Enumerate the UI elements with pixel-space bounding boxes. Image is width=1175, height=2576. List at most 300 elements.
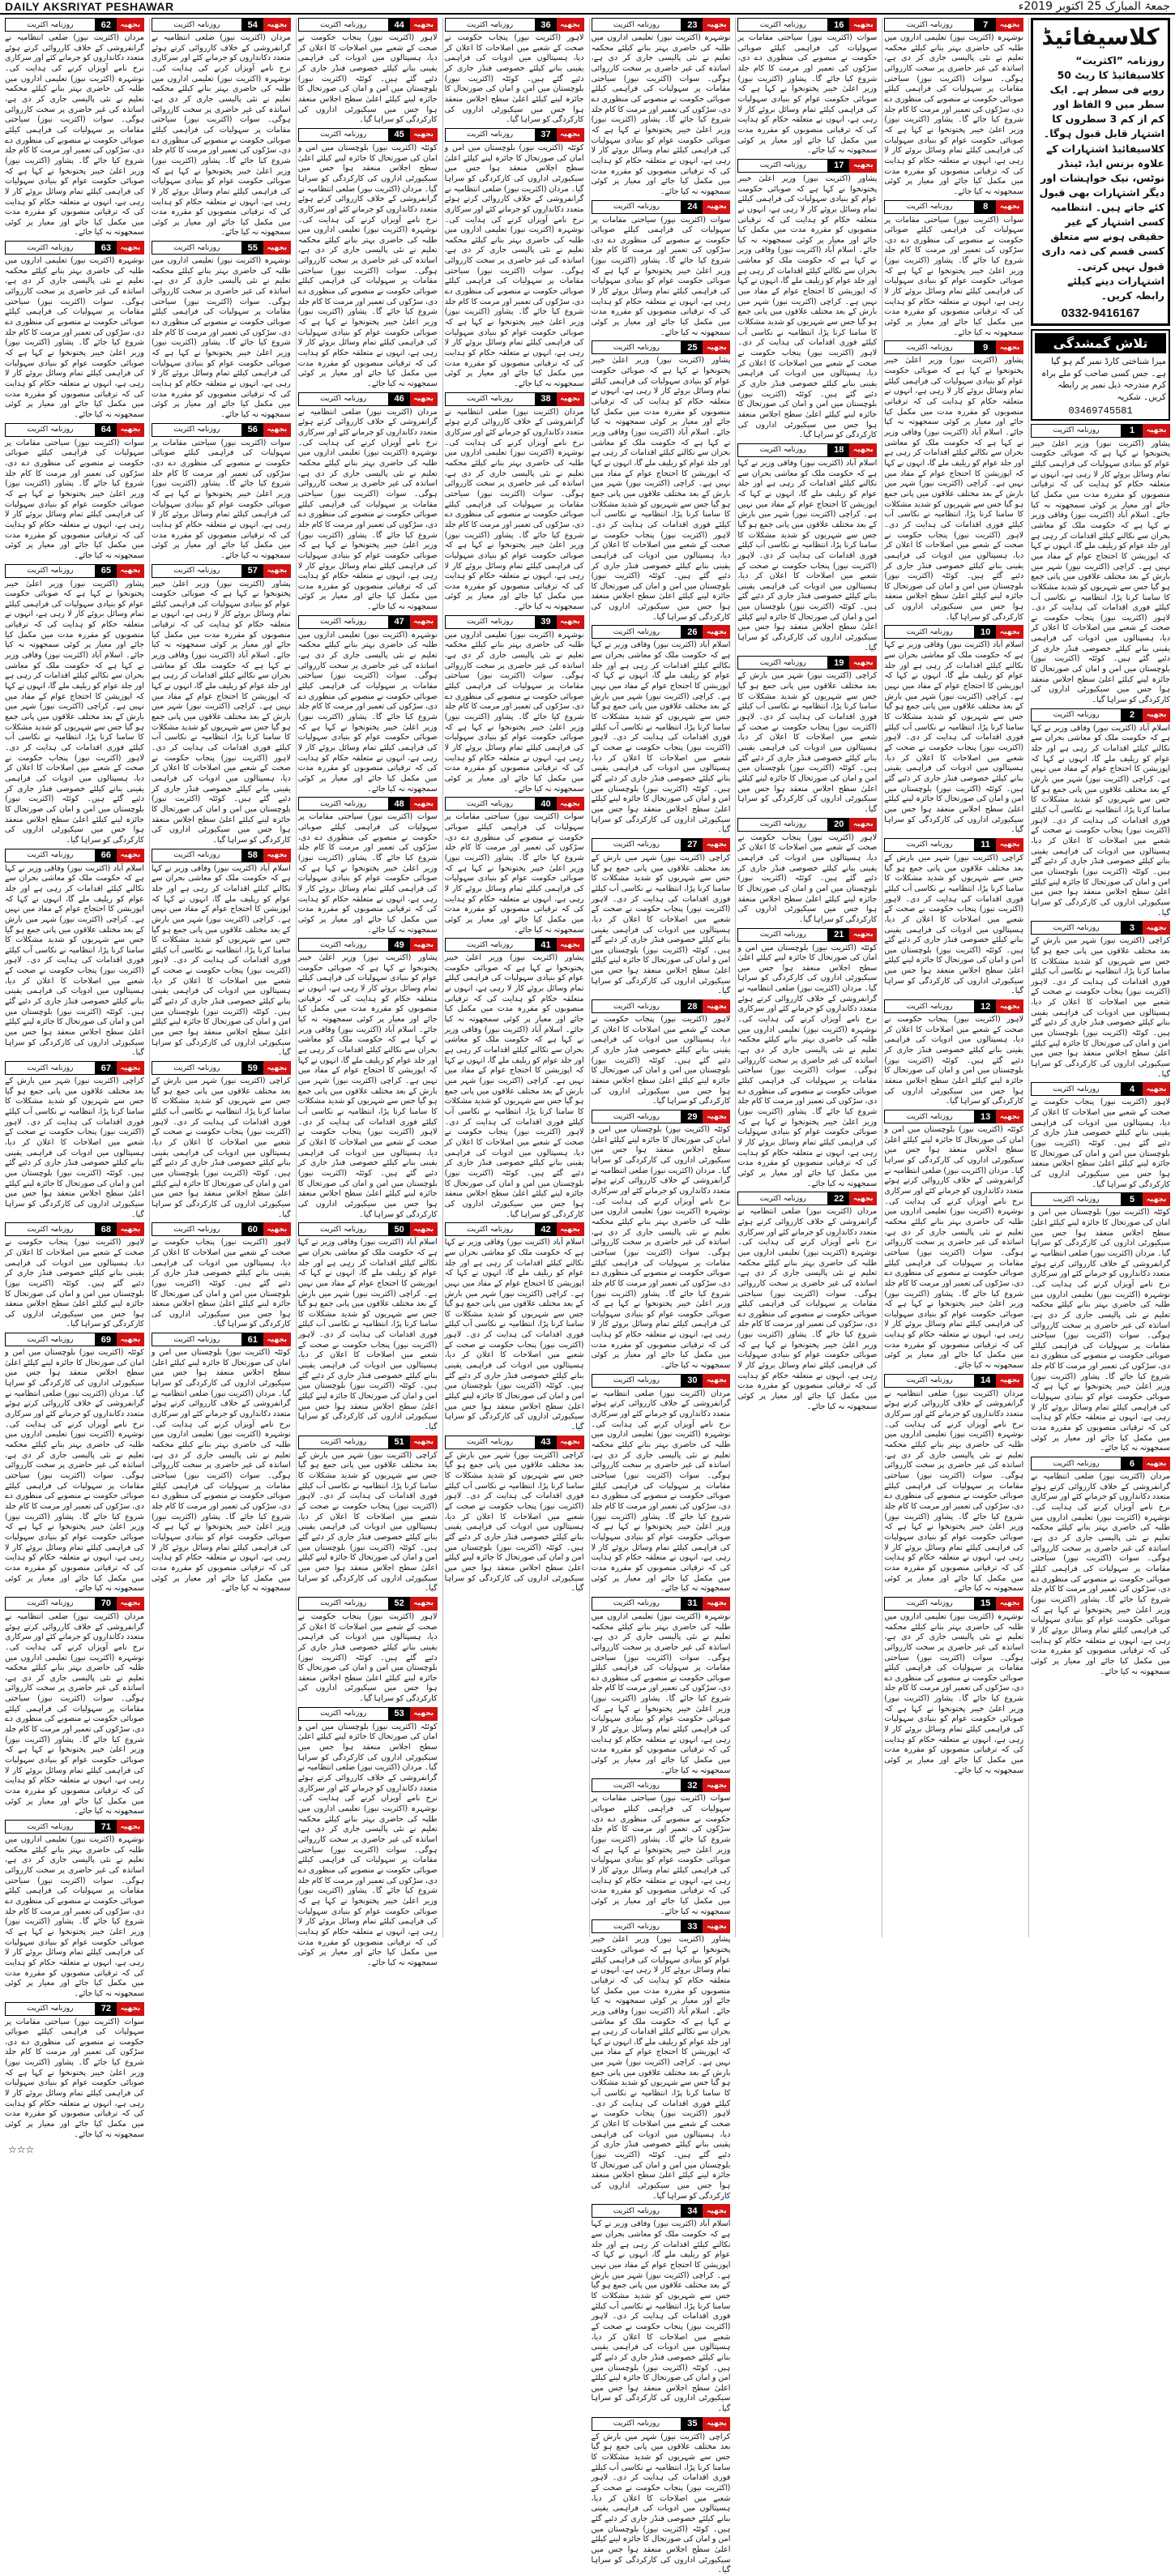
ad-paper-name: روزنامہ اکثریت xyxy=(5,18,96,32)
ad-number: 57 xyxy=(242,564,263,578)
ad-number: 13 xyxy=(975,1110,996,1123)
ad-text-paragraph: پشاور (اکثریت نیوز) وزیر اعلیٰ خیبر پختونخوا نے کہا ہے کہ صوبائی حکومت عوام کو بنیادی سہولیات کی فراہمی کیلئے تمام وسائل بروئے کار لا رہی ہے، انہوں نے متعلقہ حکام کو ہدایت کی کہ ترقیاتی منصوبوں کو مقررہ مدت میں مکمل کیا جائے اور معیار پر کوئی سمجھوتہ نہ کیا جائے۔ xyxy=(444,307,584,388)
ad-text-paragraph: کوئٹہ (اکثریت نیوز) بلوچستان میں امن و امان کی صورتحال کا جائزہ لینے کیلئے اعلیٰ سطح اجلاس منعقد ہوا جس میں سیکیورٹی اداروں کی کارکردگی کو سراہا گیا۔ xyxy=(297,1168,438,1219)
ad-paper-name: روزنامہ اکثریت xyxy=(737,928,828,942)
classified-ad xyxy=(1031,1192,1170,1454)
ad-text-paragraph: اسلام آباد (اکثریت نیوز) وفاقی وزیر نے کہا ہے کہ حکومت ملک کو معاشی بحران سے نکالنے کیلئے اقدامات کر رہی ہے اور جلد عوام کو ریلیف ملے گا، انہوں نے کہا کہ اپوزیشن کا احتجاج عوام کے مفاد میں نہیں ہے۔ xyxy=(297,1025,438,1086)
ad-text-paragraph: لاہور (اکثریت نیوز) پنجاب حکومت نے صحت کے شعبے میں اصلاحات کا اعلان کر دیا، ہسپتالوں میں ادویات کی فراہمی یقینی بنانے کیلئے خصوصی فنڈز جاری کر دئیے گئے ہیں۔ xyxy=(591,530,731,581)
ad-text-paragraph: پشاور (اکثریت نیوز) وزیر اعلیٰ خیبر پختونخوا نے کہا ہے کہ صوبائی حکومت عوام کو بنیادی سہولیات کی فراہمی کیلئے تمام وسائل بروئے کار لا رہی ہے، انہوں نے متعلقہ حکام کو ہدایت کی کہ ترقیاتی منصوبوں کو مقررہ مدت میں مکمل کیا جائے اور معیار پر کوئی سمجھوتہ نہ کیا جائے۔ xyxy=(151,579,291,661)
classified-ad-header xyxy=(152,423,291,437)
ad-number: 23 xyxy=(682,18,703,32)
ad-number: 48 xyxy=(389,797,410,811)
ad-text-paragraph: پشاور (اکثریت نیوز) وزیر اعلیٰ خیبر پختونخوا نے کہا ہے کہ صوبائی حکومت عوام کو بنیادی سہولیات کی فراہمی کیلئے تمام وسائل بروئے کار لا رہی ہے، انہوں نے متعلقہ حکام کو ہدایت کی کہ ترقیاتی منصوبوں کو مقررہ مدت میں مکمل کیا جائے اور معیار پر کوئی سمجھوتہ نہ کیا جائے۔ xyxy=(1031,439,1170,520)
ad-text-paragraph: نوشہرہ (اکثریت نیوز) تعلیمی اداروں میں طلبہ کی حاضری بہتر بنانے کیلئے محکمہ تعلیم نے نئی پالیسی جاری کر دی ہے، اساتذہ کی غیر حاضری پر سخت کارروائی ہوگی۔ xyxy=(151,256,291,306)
ad-number: 70 xyxy=(96,1597,117,1611)
ad-text-paragraph: کراچی (اکثریت نیوز) شہر میں بارش کے بعد مختلف علاقوں میں پانی جمع ہو گیا جس سے شہریوں کو شدید مشکلات کا سامنا کرنا پڑا، انتظامیہ نے نکاسی آب کیلئے فوری اقدامات کی ہدایت کر دی۔ xyxy=(151,1076,291,1127)
ad-number: 59 xyxy=(242,1061,263,1075)
ad-text-paragraph: مردان (اکثریت نیوز) ضلعی انتظامیہ نے گرانفروشی کے خلاف کارروائی کرتے ہوئے متعدد دکانداروں کو جرمانے کئے اور سرکاری نرخ نامے آویزاں کرنے کی ہدایت کی۔ xyxy=(297,184,438,225)
ad-paper-name: روزنامہ اکثریت xyxy=(592,838,682,852)
classified-ad-header xyxy=(445,128,584,142)
ad-number: 46 xyxy=(389,392,410,406)
classified-ad xyxy=(5,1222,144,1330)
ad-tag: بجھیہ xyxy=(263,849,291,862)
ad-text-paragraph: پشاور (اکثریت نیوز) وزیر اعلیٰ خیبر پختونخوا نے کہا ہے کہ صوبائی حکومت عوام کو بنیادی سہولیات کی فراہمی کیلئے تمام وسائل بروئے کار لا رہی ہے، انہوں نے متعلقہ حکام کو ہدایت کی کہ ترقیاتی منصوبوں کو مقررہ مدت میں مکمل کیا جائے اور معیار پر کوئی سمجھوتہ نہ کیا جائے۔ xyxy=(5,579,144,661)
classified-ad-header xyxy=(1031,708,1170,722)
ad-tag: بجھیہ xyxy=(263,1222,291,1236)
classified-ad-header xyxy=(5,423,144,437)
classified-ad xyxy=(152,1333,291,1594)
classified-ad-header xyxy=(1031,921,1170,935)
ad-paper-name: روزنامہ اکثریت xyxy=(5,564,96,578)
classified-ad-header xyxy=(592,1919,731,1933)
lost-notice xyxy=(1031,329,1170,421)
ad-tag: بجھیہ xyxy=(703,838,730,852)
ad-text-paragraph: پشاور (اکثریت نیوز) وزیر اعلیٰ خیبر پختونخوا نے کہا ہے کہ صوبائی حکومت عوام کو بنیادی سہولیات کی فراہمی کیلئے تمام وسائل بروئے کار لا رہی ہے، انہوں نے متعلقہ حکام کو ہدایت کی کہ ترقیاتی منصوبوں کو مقررہ مدت میں مکمل کیا جائے اور معیار پر کوئی سمجھوتہ نہ کیا جائے۔ xyxy=(737,74,878,156)
ad-text-paragraph: اسلام آباد (اکثریت نیوز) وفاقی وزیر نے کہا ہے کہ حکومت ملک کو معاشی بحران سے نکالنے کیلئے اقدامات کر رہی ہے اور جلد عوام کو ریلیف ملے گا، انہوں نے کہا کہ اپوزیشن کا احتجاج عوام کے مفاد میں نہیں ہے۔ xyxy=(5,863,144,924)
classified-ad-header xyxy=(592,2204,731,2218)
column-3 xyxy=(735,18,878,1937)
ad-paper-name: روزنامہ اکثریت xyxy=(884,838,975,852)
ad-tag: بجھیہ xyxy=(263,423,291,437)
ad-number: 4 xyxy=(1122,1082,1143,1096)
ad-text-paragraph: کراچی (اکثریت نیوز) شہر میں بارش کے بعد مختلف علاقوں میں پانی جمع ہو گیا جس سے شہریوں کو شدید مشکلات کا سامنا کرنا پڑا، انتظامیہ نے نکاسی آب کیلئے فوری اقدامات کی ہدایت کر دی۔ xyxy=(5,702,144,752)
ad-text-paragraph: لاہور (اکثریت نیوز) پنجاب حکومت نے صحت کے شعبے میں اصلاحات کا اعلان کر دیا، ہسپتالوں میں ادویات کی فراہمی یقینی بنانے کیلئے خصوصی فنڈز جاری کر دئیے گئے ہیں۔ xyxy=(297,1611,438,1662)
classified-ad-header xyxy=(298,128,438,142)
ad-paper-name: روزنامہ اکثریت xyxy=(592,1597,682,1611)
classified-ad-header xyxy=(1031,1082,1170,1096)
classified-ad-header xyxy=(1031,1192,1170,1206)
column-6 xyxy=(296,18,439,1967)
ad-text-paragraph: لاہور (اکثریت نیوز) پنجاب حکومت نے صحت کے شعبے میں اصلاحات کا اعلان کر دیا، ہسپتالوں میں ادویات کی فراہمی یقینی بنانے کیلئے خصوصی فنڈز جاری کر دئیے گئے ہیں۔ xyxy=(737,349,878,399)
classified-ad xyxy=(592,1110,731,1371)
ad-number: 55 xyxy=(242,241,263,255)
ad-text-paragraph: کراچی (اکثریت نیوز) شہر میں بارش کے بعد مختلف علاقوں میں پانی جمع ہو گیا جس سے شہریوں کو شدید مشکلات کا سامنا کرنا پڑا، انتظامیہ نے نکاسی آب کیلئے فوری اقدامات کی ہدایت کر دی۔ xyxy=(297,1289,438,1340)
ad-text-paragraph: مردان (اکثریت نیوز) ضلعی انتظامیہ نے گرانفروشی کے خلاف کارروائی کرتے ہوئے متعدد دکانداروں کو جرمانے کئے اور سرکاری نرخ نامے آویزاں کرنے کی ہدایت کی۔ xyxy=(5,1611,144,1652)
ad-text-paragraph: کراچی (اکثریت نیوز) شہر میں بارش کے بعد مختلف علاقوں میں پانی جمع ہو گیا جس سے شہریوں کو شدید مشکلات کا سامنا کرنا پڑا، انتظامیہ نے نکاسی آب کیلئے فوری اقدامات کی ہدایت کر دی۔ xyxy=(297,1450,438,1501)
classified-ad-text xyxy=(1031,1208,1170,1454)
ad-paper-name: روزنامہ اکثریت xyxy=(884,1110,975,1123)
ad-paper-name: روزنامہ اکثریت xyxy=(592,18,682,32)
ad-text-paragraph: سوات (اکثریت نیوز) سیاحتی مقامات پر سہولیات کی فراہمی کیلئے صوبائی حکومت نے منصوبے کی منظوری دے دی، سڑکوں کی تعمیر اور مرمت کا کام جلد شروع کیا جائے گا۔ xyxy=(444,812,584,862)
ad-text-paragraph: لاہور (اکثریت نیوز) پنجاب حکومت نے صحت کے شعبے میں اصلاحات کا اعلان کر دیا، ہسپتالوں میں ادویات کی فراہمی یقینی بنانے کیلئے خصوصی فنڈز جاری کر دئیے گئے ہیں۔ xyxy=(884,894,1024,955)
classified-info-box xyxy=(1031,18,1170,326)
ad-number: 37 xyxy=(536,128,557,142)
ad-text-paragraph: کوئٹہ (اکثریت نیوز) بلوچستان میں امن و امان کی صورتحال کا جائزہ لینے کیلئے اعلیٰ سطح اجلاس منعقد ہوا جس میں سیکیورٹی اداروں کی کارکردگی کو سراہا گیا۔ xyxy=(444,1168,584,1219)
ad-paper-name: روزنامہ اکثریت xyxy=(5,1222,96,1236)
classified-ad-header xyxy=(5,1333,144,1346)
ad-text-paragraph: نوشہرہ (اکثریت نیوز) تعلیمی اداروں میں طلبہ کی حاضری بہتر بنانے کیلئے محکمہ تعلیم نے نئی پالیسی جاری کر دی ہے، اساتذہ کی غیر حاضری پر سخت کارروائی ہوگی۔ xyxy=(591,1430,731,1480)
column-7 xyxy=(149,18,293,1937)
ad-number: 31 xyxy=(682,1597,703,1611)
classified-ad-header xyxy=(737,1192,877,1205)
ad-text-paragraph: کوئٹہ (اکثریت نیوز) بلوچستان میں امن و امان کی صورتحال کا جائزہ لینے کیلئے اعلیٰ سطح اجلاس منعقد ہوا جس میں سیکیورٹی اداروں کی کارکردگی کو سراہا گیا۔ xyxy=(884,945,1024,996)
classified-ad-text xyxy=(592,1125,731,1371)
classified-ad-text xyxy=(1031,439,1170,706)
ad-text-paragraph: سوات (اکثریت نیوز) سیاحتی مقامات پر سہولیات کی فراہمی کیلئے صوبائی حکومت نے منصوبے کی منظوری دے دی، سڑکوں کی تعمیر اور مرمت کا کام جلد شروع کیا جائے گا۔ xyxy=(444,489,584,540)
ad-number: 43 xyxy=(536,1436,557,1449)
ad-text-paragraph: کوئٹہ (اکثریت نیوز) بلوچستان میں امن و امان کی صورتحال کا جائزہ لینے کیلئے اعلیٰ سطح اجلاس منعقد ہوا جس میں سیکیورٹی اداروں کی کارکردگی کو سراہا گیا۔ xyxy=(151,794,291,845)
ad-paper-name: روزنامہ اکثریت xyxy=(592,2417,682,2431)
ad-number: 36 xyxy=(536,18,557,32)
ad-tag: بجھیہ xyxy=(996,1597,1023,1611)
classified-ad xyxy=(152,849,291,1059)
ad-paper-name: روزنامہ اکثریت xyxy=(5,1333,96,1346)
ad-paper-name: روزنامہ اکثریت xyxy=(5,2002,96,2016)
ad-text-paragraph: نوشہرہ (اکثریت نیوز) تعلیمی اداروں میں طلبہ کی حاضری بہتر بنانے کیلئے محکمہ تعلیم نے نئی پالیسی جاری کر دی ہے، اساتذہ کی غیر حاضری پر سخت کارروائی ہوگی۔ xyxy=(591,33,731,83)
ad-number: 58 xyxy=(242,849,263,862)
ad-text-paragraph: لاہور (اکثریت نیوز) پنجاب حکومت نے صحت کے شعبے میں اصلاحات کا اعلان کر دیا، ہسپتالوں میں ادویات کی فراہمی یقینی بنانے کیلئے خصوصی فنڈز جاری کر دئیے گئے ہیں۔ xyxy=(884,1015,1024,1065)
ad-tag: بجھیہ xyxy=(557,1436,584,1449)
ad-number: 39 xyxy=(536,615,557,629)
ad-text-paragraph: سوات (اکثریت نیوز) سیاحتی مقامات پر سہولیات کی فراہمی کیلئے صوبائی حکومت نے منصوبے کی منظوری دے دی، سڑکوں کی تعمیر اور مرمت کا کام جلد شروع کیا جائے گا۔ xyxy=(591,74,731,125)
classified-ad xyxy=(5,2002,144,2141)
ad-text-paragraph: کوئٹہ (اکثریت نیوز) بلوچستان میں امن و امان کی صورتحال کا جائزہ لینے کیلئے اعلیٰ سطح اجلاس منعقد ہوا جس میں سیکیورٹی اداروں کی کارکردگی کو سراہا گیا۔ xyxy=(297,143,438,194)
ad-paper-name: روزنامہ اکثریت xyxy=(5,241,96,255)
ad-text-paragraph: پشاور (اکثریت نیوز) وزیر اعلیٰ خیبر پختونخوا نے کہا ہے کہ صوبائی حکومت عوام کو بنیادی سہولیات کی فراہمی کیلئے تمام وسائل بروئے کار لا رہی ہے، انہوں نے متعلقہ حکام کو ہدایت کی کہ ترقیاتی منصوبوں کو مقررہ مدت میں مکمل کیا جائے اور معیار پر کوئی سمجھوتہ نہ کیا جائے۔ xyxy=(151,156,291,237)
classified-ad-text xyxy=(592,33,731,198)
ad-tag: بجھیہ xyxy=(703,2417,730,2431)
classified-ad-header xyxy=(884,1110,1023,1123)
classified-ad-header xyxy=(592,838,731,852)
ad-tag: بجھیہ xyxy=(996,1110,1023,1123)
classified-ad xyxy=(592,18,731,198)
ad-tag: بجھیہ xyxy=(410,1597,438,1611)
classified-ad-text xyxy=(592,1935,731,2202)
masthead-bar xyxy=(0,0,1175,15)
ad-text-paragraph: نوشہرہ (اکثریت نیوز) تعلیمی اداروں میں طلبہ کی حاضری بہتر بنانے کیلئے محکمہ تعلیم نے نئی پالیسی جاری کر دی ہے، اساتذہ کی غیر حاضری پر سخت کارروائی ہوگی۔ xyxy=(5,256,144,306)
ad-text-paragraph: کوئٹہ (اکثریت نیوز) بلوچستان میں امن و امان کی صورتحال کا جائزہ لینے کیلئے اعلیٰ سطح اجلاس منعقد ہوا جس میں سیکیورٹی اداروں کی کارکردگی کو سراہا گیا۔ xyxy=(591,571,731,622)
classified-ad xyxy=(5,18,144,238)
ad-paper-name: روزنامہ اکثریت xyxy=(884,1374,975,1388)
classified-ad xyxy=(298,128,438,390)
ad-paper-name: روزنامہ اکثریت xyxy=(592,1778,682,1792)
ad-text-paragraph: اسلام آباد (اکثریت نیوز) وفاقی وزیر نے کہا ہے کہ حکومت ملک کو معاشی بحران سے نکالنے کیلئے اقدامات کر رہی ہے اور جلد عوام کو ریلیف ملے گا، انہوں نے کہا کہ اپوزیشن کا احتجاج عوام کے مفاد میں نہیں ہے۔ xyxy=(591,427,731,489)
ad-text-paragraph: لاہور (اکثریت نیوز) پنجاب حکومت نے صحت کے شعبے میں اصلاحات کا اعلان کر دیا، ہسپتالوں میں ادویات کی فراہمی یقینی بنانے کیلئے خصوصی فنڈز جاری کر دئیے گئے ہیں۔ xyxy=(297,1128,438,1178)
classified-ad-header xyxy=(884,18,1023,32)
ad-tag: بجھیہ xyxy=(996,18,1023,32)
ad-text-paragraph: کوئٹہ (اکثریت نیوز) بلوچستان میں امن و امان کی صورتحال کا جائزہ لینے کیلئے اعلیٰ سطح اجلاس منعقد ہوا جس میں سیکیورٹی اداروں کی کارکردگی کو سراہا گیا۔ xyxy=(151,1168,291,1219)
ad-text-paragraph: نوشہرہ (اکثریت نیوز) تعلیمی اداروں میں طلبہ کی حاضری بہتر بنانے کیلئے محکمہ تعلیم نے نئی پالیسی جاری کر دی ہے، اساتذہ کی غیر حاضری پر سخت کارروائی ہوگی۔ xyxy=(884,1207,1024,1257)
ad-tag: بجھیہ xyxy=(1143,921,1170,935)
ad-number: 8 xyxy=(975,200,996,214)
ad-tag: بجھیہ xyxy=(410,392,438,406)
ad-text-paragraph: کوئٹہ (اکثریت نیوز) بلوچستان میں امن و امان کی صورتحال کا جائزہ لینے کیلئے اعلیٰ سطح اجلاس منعقد ہوا جس میں سیکیورٹی اداروں کی کارکردگی کو سراہا گیا۔ xyxy=(1031,1139,1170,1189)
ad-text-paragraph: مردان (اکثریت نیوز) ضلعی انتظامیہ نے گرانفروشی کے خلاف کارروائی کرتے ہوئے متعدد دکانداروں کو جرمانے کئے اور سرکاری نرخ نامے آویزاں کرنے کی ہدایت کی۔ xyxy=(151,33,291,73)
ad-text-paragraph: کوئٹہ (اکثریت نیوز) بلوچستان میں امن و امان کی صورتحال کا جائزہ لینے کیلئے اعلیٰ سطح اجلاس منعقد ہوا جس میں سیکیورٹی اداروں کی کارکردگی کو سراہا گیا۔ xyxy=(737,764,878,814)
classified-ad-header xyxy=(152,1222,291,1236)
ad-text-paragraph: لاہور (اکثریت نیوز) پنجاب حکومت نے صحت کے شعبے میں اصلاحات کا اعلان کر دیا، ہسپتالوں میں ادویات کی فراہمی یقینی بنانے کیلئے خصوصی فنڈز جاری کر دئیے گئے ہیں۔ xyxy=(151,753,291,804)
ad-text-paragraph: پشاور (اکثریت نیوز) وزیر اعلیٰ خیبر پختونخوا نے کہا ہے کہ صوبائی حکومت عوام کو بنیادی سہولیات کی فراہمی کیلئے تمام وسائل بروئے کار لا رہی ہے، انہوں نے متعلقہ حکام کو ہدایت کی کہ ترقیاتی منصوبوں کو مقررہ مدت میں مکمل کیا جائے اور معیار پر کوئی سمجھوتہ نہ کیا جائے۔ xyxy=(591,1935,731,2016)
classified-ad-header xyxy=(737,159,877,173)
classified-ad-header xyxy=(5,1061,144,1075)
classified-body: روزنامہ ”اکثریت“ کلاسیفائیڈ کا ریٹ 50 روپے فی سطر ہے۔ ایک سطر میں 9 الفاظ اور کم از کم 3 سطروں کا اشتہار قابل قبول ہوگا۔ کلاسیفائیڈ اشتہارات کے علاوہ بزنس ایڈ، ٹینڈر نوٹس، نیک خواہشات اور دیگر اشتہارات بھی قبول کئے جاتے ہیں۔ انتظامیہ کسی اشتہار کے غیر حقیقی ہونے سے متعلق کسی قسم کی ذمہ داری قبول نہیں کرتی۔ اشتہارات دینے کیلئے رابطہ کریں۔ xyxy=(1039,53,1164,302)
ad-tag: بجھیہ xyxy=(703,1110,730,1123)
classified-ad-header xyxy=(737,928,877,942)
ad-text-paragraph: نوشہرہ (اکثریت نیوز) تعلیمی اداروں میں طلبہ کی حاضری بہتر بنانے کیلئے محکمہ تعلیم نے نئی پالیسی جاری کر دی ہے، اساتذہ کی غیر حاضری پر سخت کارروائی ہوگی۔ xyxy=(737,1025,878,1076)
ad-tag: بجھیہ xyxy=(849,18,877,32)
ad-tag: بجھیہ xyxy=(410,615,438,629)
classified-ad-text xyxy=(152,1348,291,1594)
ad-text-paragraph: نوشہرہ (اکثریت نیوز) تعلیمی اداروں میں طلبہ کی حاضری بہتر بنانے کیلئے محکمہ تعلیم نے نئی پالیسی جاری کر دی ہے، اساتذہ کی غیر حاضری پر سخت کارروائی ہوگی۔ xyxy=(884,1430,1024,1480)
classified-ad-text xyxy=(298,953,438,1220)
classified-ad-header xyxy=(884,340,1023,354)
ad-text-paragraph: پشاور (اکثریت نیوز) وزیر اعلیٰ خیبر پختونخوا نے کہا ہے کہ صوبائی حکومت عوام کو بنیادی سہولیات کی فراہمی کیلئے تمام وسائل بروئے کار لا رہی ہے، انہوں نے متعلقہ حکام کو ہدایت کی کہ ترقیاتی منصوبوں کو مقررہ مدت میں مکمل کیا جائے اور معیار پر کوئی سمجھوتہ نہ کیا جائے۔ xyxy=(297,1886,438,1967)
classified-ad xyxy=(1031,1082,1170,1190)
classified-title: کلاسیفائیڈ xyxy=(1041,24,1160,50)
classified-ad-header xyxy=(1031,1457,1170,1470)
ad-text-paragraph: سوات (اکثریت نیوز) سیاحتی مقامات پر سہولیات کی فراہمی کیلئے صوبائی حکومت نے منصوبے کی منظوری دے دی، سڑکوں کی تعمیر اور مرمت کا کام جلد شروع کیا جائے گا۔ xyxy=(737,33,878,83)
ad-tag: بجھیہ xyxy=(849,928,877,942)
ad-text-paragraph: سوات (اکثریت نیوز) سیاحتی مقامات پر سہولیات کی فراہمی کیلئے صوبائی حکومت نے منصوبے کی منظوری دے دی، سڑکوں کی تعمیر اور مرمت کا کام جلد شروع کیا جائے گا۔ xyxy=(737,1066,878,1116)
classified-ad-text xyxy=(5,1348,144,1594)
ad-text-paragraph: پشاور (اکثریت نیوز) وزیر اعلیٰ خیبر پختونخوا نے کہا ہے کہ صوبائی حکومت عوام کو بنیادی سہولیات کی فراہمی کیلئے تمام وسائل بروئے کار لا رہی ہے، انہوں نے متعلقہ حکام کو ہدایت کی کہ ترقیاتی منصوبوں کو مقررہ مدت میں مکمل کیا جائے اور معیار پر کوئی سمجھوتہ نہ کیا جائے۔ xyxy=(1031,1371,1170,1453)
ad-tag: بجھیہ xyxy=(410,1707,438,1721)
ad-paper-name: روزنامہ اکثریت xyxy=(884,200,975,214)
ad-tag: بجھیہ xyxy=(996,625,1023,639)
ad-paper-name: روزنامہ اکثریت xyxy=(5,423,96,437)
ad-text-paragraph: لاہور (اکثریت نیوز) پنجاب حکومت نے صحت کے شعبے میں اصلاحات کا اعلان کر دیا، ہسپتالوں میں ادویات کی فراہمی یقینی بنانے کیلئے خصوصی فنڈز جاری کر دئیے گئے ہیں۔ xyxy=(5,753,144,804)
ad-text-paragraph: لاہور (اکثریت نیوز) پنجاب حکومت نے صحت کے شعبے میں اصلاحات کا اعلان کر دیا، ہسپتالوں میں ادویات کی فراہمی یقینی بنانے کیلئے خصوصی فنڈز جاری کر دئیے گئے ہیں۔ xyxy=(884,733,1024,794)
ad-text-paragraph: کراچی (اکثریت نیوز) شہر میں بارش کے بعد مختلف علاقوں میں پانی جمع ہو گیا جس سے شہریوں کو شدید مشکلات کا سامنا کرنا پڑا، انتظامیہ نے نکاسی آب کیلئے فوری اقدامات کی ہدایت کر دی۔ xyxy=(1031,562,1170,613)
ad-number: 15 xyxy=(975,1597,996,1611)
ad-number: 49 xyxy=(389,938,410,952)
ad-text-paragraph: کوئٹہ (اکثریت نیوز) بلوچستان میں امن و امان کی صورتحال کا جائزہ لینے کیلئے اعلیٰ سطح اجلاس منعقد ہوا جس میں سیکیورٹی اداروں کی کارکردگی کو سراہا گیا۔ xyxy=(591,2524,731,2575)
classified-ad-text xyxy=(298,1612,438,1705)
ad-paper-name: روزنامہ اکثریت xyxy=(298,1222,389,1236)
classified-ad-header xyxy=(298,1707,438,1721)
classified-ad-header xyxy=(737,818,877,832)
ad-text-paragraph: اسلام آباد (اکثریت نیوز) وفاقی وزیر نے کہا ہے کہ حکومت ملک کو معاشی بحران سے نکالنے کیلئے اقدامات کر رہی ہے اور جلد عوام کو ریلیف ملے گا، انہوں نے کہا کہ اپوزیشن کا احتجاج عوام کے مفاد میں نہیں ہے۔ xyxy=(5,651,144,712)
ad-text-paragraph: کراچی (اکثریت نیوز) شہر میں بارش کے بعد مختلف علاقوں میں پانی جمع ہو گیا جس سے شہریوں کو شدید مشکلات کا سامنا کرنا پڑا، انتظامیہ نے نکاسی آب کیلئے فوری اقدامات کی ہدایت کر دی۔ xyxy=(591,853,731,904)
classified-ad-header xyxy=(152,1061,291,1075)
ad-number: 11 xyxy=(975,838,996,852)
lost-notice-phone: 03469745581 xyxy=(1068,404,1133,417)
ad-text-paragraph: لاہور (اکثریت نیوز) پنجاب حکومت نے صحت کے شعبے میں اصلاحات کا اعلان کر دیا، ہسپتالوں میں ادویات کی فراہمی یقینی بنانے کیلئے خصوصی فنڈز جاری کر دئیے گئے ہیں۔ xyxy=(5,1238,144,1288)
ad-text-paragraph: نوشہرہ (اکثریت نیوز) تعلیمی اداروں میں طلبہ کی حاضری بہتر بنانے کیلئے محکمہ تعلیم نے نئی پالیسی جاری کر دی ہے، اساتذہ کی غیر حاضری پر سخت کارروائی ہوگی۔ xyxy=(297,1804,438,1855)
ad-paper-name: روزنامہ اکثریت xyxy=(592,340,682,354)
ad-tag: بجھیہ xyxy=(996,1374,1023,1388)
classified-ad-text xyxy=(884,1612,1023,1777)
classified-ad-text xyxy=(884,216,1023,339)
ad-text-paragraph: لاہور (اکثریت نیوز) پنجاب حکومت نے صحت کے شعبے میں اصلاحات کا اعلان کر دیا، ہسپتالوں میں ادویات کی فراہمی یقینی بنانے کیلئے خصوصی فنڈز جاری کر دئیے گئے ہیں۔ xyxy=(591,2109,731,2160)
classified-ad-text xyxy=(152,439,291,562)
ad-text-paragraph: پشاور (اکثریت نیوز) وزیر اعلیٰ خیبر پختونخوا نے کہا ہے کہ صوبائی حکومت عوام کو بنیادی سہولیات کی فراہمی کیلئے تمام وسائل بروئے کار لا رہی ہے، انہوں نے متعلقہ حکام کو ہدایت کی کہ ترقیاتی منصوبوں کو مقررہ مدت میں مکمل کیا جائے اور معیار پر کوئی سمجھوتہ نہ کیا جائے۔ xyxy=(591,1835,731,1916)
classified-ad-header xyxy=(5,2002,144,2016)
ad-paper-name: روزنامہ اکثریت xyxy=(445,938,536,952)
ad-text-paragraph: پشاور (اکثریت نیوز) وزیر اعلیٰ خیبر پختونخوا نے کہا ہے کہ صوبائی حکومت عوام کو بنیادی سہولیات کی فراہمی کیلئے تمام وسائل بروئے کار لا رہی ہے، انہوں نے متعلقہ حکام کو ہدایت کی کہ ترقیاتی منصوبوں کو مقررہ مدت میں مکمل کیا جائے اور معیار پر کوئی سمجھوتہ نہ کیا جائے۔ xyxy=(151,1512,291,1594)
ad-tag: بجھیہ xyxy=(117,1222,144,1236)
ad-tag: بجھیہ xyxy=(263,1061,291,1075)
classified-ad xyxy=(884,1110,1023,1371)
ad-text-paragraph: سوات (اکثریت نیوز) سیاحتی مقامات پر سہولیات کی فراہمی کیلئے صوبائی حکومت نے منصوبے کی منظوری دے دی، سڑکوں کی تعمیر اور مرمت کا کام جلد شروع کیا جائے گا۔ xyxy=(884,1471,1024,1521)
classified-ad-text xyxy=(445,1238,584,1432)
ad-tag: بجھیہ xyxy=(410,18,438,32)
lost-notice-title: تلاش گمشدگی xyxy=(1035,333,1166,353)
ad-text-paragraph: لاہور (اکثریت نیوز) پنجاب حکومت نے صحت کے شعبے میں اصلاحات کا اعلان کر دیا، ہسپتالوں میں ادویات کی فراہمی یقینی بنانے کیلئے خصوصی فنڈز جاری کر دئیے گئے ہیں۔ xyxy=(444,1330,584,1391)
ad-tag: بجھیہ xyxy=(1143,1457,1170,1470)
ad-tag: بجھیہ xyxy=(410,1222,438,1236)
classified-ad-header xyxy=(592,1110,731,1123)
classified-ad-text xyxy=(152,1076,291,1220)
ad-number: 65 xyxy=(96,564,117,578)
ad-text-paragraph: پشاور (اکثریت نیوز) وزیر اعلیٰ خیبر پختونخوا نے کہا ہے کہ صوبائی حکومت عوام کو بنیادی سہولیات کی فراہمی کیلئے تمام وسائل بروئے کار لا رہی ہے، انہوں نے متعلقہ حکام کو ہدایت کی کہ ترقیاتی منصوبوں کو مقررہ مدت میں مکمل کیا جائے اور معیار پر کوئی سمجھوتہ نہ کیا جائے۔ xyxy=(591,356,731,437)
ad-number: 27 xyxy=(682,838,703,852)
ad-paper-name: روزنامہ اکثریت xyxy=(592,1374,682,1388)
ad-text-paragraph: مردان (اکثریت نیوز) ضلعی انتظامیہ نے گرانفروشی کے خلاف کارروائی کرتے ہوئے متعدد دکانداروں کو جرمانے کئے اور سرکاری نرخ نامے آویزاں کرنے کی ہدایت کی۔ xyxy=(737,984,878,1025)
ad-paper-name: روزنامہ اکثریت xyxy=(737,1192,828,1205)
ad-text-paragraph: نوشہرہ (اکثریت نیوز) تعلیمی اداروں میں طلبہ کی حاضری بہتر بنانے کیلئے محکمہ تعلیم نے نئی پالیسی جاری کر دی ہے، اساتذہ کی غیر حاضری پر سخت کارروائی ہوگی۔ xyxy=(297,448,438,499)
ad-paper-name: روزنامہ اکثریت xyxy=(737,159,828,173)
ad-text-paragraph: کوئٹہ (اکثریت نیوز) بلوچستان میں امن و امان کی صورتحال کا جائزہ لینے کیلئے اعلیٰ سطح اجلاس منعقد ہوا جس میں سیکیورٹی اداروں کی کارکردگی کو سراہا گیا۔ xyxy=(884,784,1024,835)
ad-text-paragraph: مردان (اکثریت نیوز) ضلعی انتظامیہ نے گرانفروشی کے خلاف کارروائی کرتے ہوئے متعدد دکانداروں کو جرمانے کئے اور سرکاری نرخ نامے آویزاں کرنے کی ہدایت کی۔ xyxy=(591,1166,731,1206)
classified-ad-header xyxy=(445,1222,584,1236)
classified-ad-header xyxy=(5,1597,144,1611)
classified-ad-text xyxy=(5,1612,144,1817)
classified-ad-text xyxy=(884,1389,1023,1594)
classified-ad-text xyxy=(152,864,291,1059)
classified-ad-text xyxy=(5,1076,144,1220)
classified-ad xyxy=(884,18,1023,198)
ad-text-paragraph: لاہور (اکثریت نیوز) پنجاب حکومت نے صحت کے شعبے میں اصلاحات کا اعلان کر دیا، ہسپتالوں میں ادویات کی فراہمی یقینی بنانے کیلئے خصوصی فنڈز جاری کر دئیے گئے ہیں۔ xyxy=(1031,815,1170,876)
classified-ad xyxy=(152,564,291,846)
classified-ad-header xyxy=(445,1436,584,1449)
ad-text-paragraph: سوات (اکثریت نیوز) سیاحتی مقامات پر سہولیات کی فراہمی کیلئے صوبائی حکومت نے منصوبے کی منظوری دے دی، سڑکوں کی تعمیر اور مرمت کا کام جلد شروع کیا جائے گا۔ xyxy=(884,74,1024,125)
classified-ad xyxy=(445,615,584,795)
classified-ad-text xyxy=(884,356,1023,623)
classified-ad-header xyxy=(884,1374,1023,1388)
classified-ad xyxy=(737,1192,877,1412)
ad-tag: بجھیہ xyxy=(703,1778,730,1792)
ad-text-paragraph: پشاور (اکثریت نیوز) وزیر اعلیٰ خیبر پختونخوا نے کہا ہے کہ صوبائی حکومت عوام کو بنیادی سہولیات کی فراہمی کیلئے تمام وسائل بروئے کار لا رہی ہے، انہوں نے متعلقہ حکام کو ہدایت کی کہ ترقیاتی منصوبوں کو مقررہ مدت میں مکمل کیا جائے اور معیار پر کوئی سمجھوتہ نہ کیا جائے۔ xyxy=(591,1512,731,1594)
ad-text-paragraph: کراچی (اکثریت نیوز) شہر میں بارش کے بعد مختلف علاقوں میں پانی جمع ہو گیا جس سے شہریوں کو شدید مشکلات کا سامنا کرنا پڑا، انتظامیہ نے نکاسی آب کیلئے فوری اقدامات کی ہدایت کر دی۔ xyxy=(884,853,1024,904)
ad-text-paragraph: کراچی (اکثریت نیوز) شہر میں بارش کے بعد مختلف علاقوں میں پانی جمع ہو گیا جس سے شہریوں کو شدید مشکلات کا سامنا کرنا پڑا، انتظامیہ نے نکاسی آب کیلئے فوری اقدامات کی ہدایت کر دی۔ xyxy=(884,479,1024,529)
ad-number: 16 xyxy=(828,18,849,32)
ad-tag: بجھیہ xyxy=(1143,708,1170,722)
ad-text-paragraph: نوشہرہ (اکثریت نیوز) تعلیمی اداروں میں طلبہ کی حاضری بہتر بنانے کیلئے محکمہ تعلیم نے نئی پالیسی جاری کر دی ہے، اساتذہ کی غیر حاضری پر سخت کارروائی ہوگی۔ xyxy=(297,630,438,681)
ad-text-paragraph: پشاور (اکثریت نیوز) وزیر اعلیٰ خیبر پختونخوا نے کہا ہے کہ صوبائی حکومت عوام کو بنیادی سہولیات کی فراہمی کیلئے تمام وسائل بروئے کار لا رہی ہے، انہوں نے متعلقہ حکام کو ہدایت کی کہ ترقیاتی منصوبوں کو مقررہ مدت میں مکمل کیا جائے اور معیار پر کوئی سمجھوتہ نہ کیا جائے۔ xyxy=(884,256,1024,337)
classified-ad xyxy=(445,797,584,935)
ad-text-paragraph: لاہور (اکثریت نیوز) پنجاب حکومت نے صحت کے شعبے میں اصلاحات کا اعلان کر دیا، ہسپتالوں میں ادویات کی فراہمی یقینی بنانے کیلئے خصوصی فنڈز جاری کر دئیے گئے ہیں۔ xyxy=(5,956,144,1016)
classified-ad-text xyxy=(592,2433,731,2576)
ad-tag: بجھیہ xyxy=(703,200,730,214)
classified-ad xyxy=(592,1778,731,1917)
ad-text-paragraph: نوشہرہ (اکثریت نیوز) تعلیمی اداروں میں طلبہ کی حاضری بہتر بنانے کیلئے محکمہ تعلیم نے نئی پالیسی جاری کر دی ہے، اساتذہ کی غیر حاضری پر سخت کارروائی ہوگی۔ xyxy=(5,1430,144,1480)
ad-text-paragraph: سوات (اکثریت نیوز) سیاحتی مقامات پر سہولیات کی فراہمی کیلئے صوبائی حکومت نے منصوبے کی منظوری دے دی، سڑکوں کی تعمیر اور مرمت کا کام جلد شروع کیا جائے گا۔ xyxy=(5,297,144,348)
ad-text-paragraph: سوات (اکثریت نیوز) سیاحتی مقامات پر سہولیات کی فراہمی کیلئے صوبائی حکومت نے منصوبے کی منظوری دے دی، سڑکوں کی تعمیر اور مرمت کا کام جلد شروع کیا جائے گا۔ xyxy=(297,671,438,722)
classified-ad xyxy=(884,1597,1023,1777)
ad-tag: بجھیہ xyxy=(263,18,291,32)
ad-number: 53 xyxy=(389,1707,410,1721)
ad-tag: بجھیہ xyxy=(117,1333,144,1346)
ad-text-paragraph: کوئٹہ (اکثریت نیوز) بلوچستان میں امن و امان کی صورتحال کا جائزہ لینے کیلئے اعلیٰ سطح اجلاس منعقد ہوا جس میں سیکیورٹی اداروں کی کارکردگی کو سراہا گیا۔ xyxy=(297,1381,438,1432)
ad-text-paragraph: نوشہرہ (اکثریت نیوز) تعلیمی اداروں میں طلبہ کی حاضری بہتر بنانے کیلئے محکمہ تعلیم نے نئی پالیسی جاری کر دی ہے، اساتذہ کی غیر حاضری پر سخت کارروائی ہوگی۔ xyxy=(444,225,584,276)
ad-paper-name: روزنامہ اکثریت xyxy=(592,1919,682,1933)
classified-ad xyxy=(884,838,1023,997)
classified-ad-header xyxy=(884,1597,1023,1611)
classified-ad-header xyxy=(152,241,291,255)
ad-tag: بجھیہ xyxy=(703,2204,730,2218)
classified-ad-text xyxy=(445,1451,584,1594)
ad-text-paragraph: مردان (اکثریت نیوز) ضلعی انتظامیہ نے گرانفروشی کے خلاف کارروائی کرتے ہوئے متعدد دکانداروں کو جرمانے کئے اور سرکاری نرخ نامے آویزاں کرنے کی ہدایت کی۔ xyxy=(884,1166,1024,1206)
ad-text-paragraph: لاہور (اکثریت نیوز) پنجاب حکومت نے صحت کے شعبے میں اصلاحات کا اعلان کر دیا، ہسپتالوں میں ادویات کی فراہمی یقینی بنانے کیلئے خصوصی فنڈز جاری کر دئیے گئے ہیں۔ xyxy=(297,1330,438,1391)
classified-ad-text xyxy=(592,356,731,623)
ad-text-paragraph: نوشہرہ (اکثریت نیوز) تعلیمی اداروں میں طلبہ کی حاضری بہتر بنانے کیلئے محکمہ تعلیم نے نئی پالیسی جاری کر دی ہے، اساتذہ کی غیر حاضری پر سخت کارروائی ہوگی۔ xyxy=(444,630,584,681)
ad-number: 1 xyxy=(1122,424,1143,438)
ad-text-paragraph: مردان (اکثریت نیوز) ضلعی انتظامیہ نے گرانفروشی کے خلاف کارروائی کرتے ہوئے متعدد دکانداروں کو جرمانے کئے اور سرکاری نرخ نامے آویزاں کرنے کی ہدایت کی۔ xyxy=(444,407,584,447)
ad-text-paragraph: کوئٹہ (اکثریت نیوز) بلوچستان میں امن و امان کی صورتحال کا جائزہ لینے کیلئے اعلیٰ سطح اجلاس منعقد ہوا جس میں سیکیورٹی اداروں کی کارکردگی کو سراہا گیا۔ xyxy=(5,1278,144,1329)
ad-tag: بجھیہ xyxy=(849,443,877,457)
ad-text-paragraph: کراچی (اکثریت نیوز) شہر میں بارش کے بعد مختلف علاقوں میں پانی جمع ہو گیا جس سے شہریوں کو شدید مشکلات کا سامنا کرنا پڑا، انتظامیہ نے نکاسی آب کیلئے فوری اقدامات کی ہدایت کر دی۔ xyxy=(591,691,731,742)
ad-paper-name: روزنامہ اکثریت xyxy=(592,999,682,1013)
ad-text-paragraph: کوئٹہ (اکثریت نیوز) بلوچستان میں امن و امان کی صورتحال کا جائزہ لینے کیلئے اعلیٰ سطح اجلاس منعقد ہوا جس میں سیکیورٹی اداروں کی کارکردگی کو سراہا گیا۔ xyxy=(884,571,1024,622)
ad-number: 32 xyxy=(682,1778,703,1792)
classified-ad-header xyxy=(884,999,1023,1013)
ad-text-paragraph: پشاور (اکثریت نیوز) وزیر اعلیٰ خیبر پختونخوا نے کہا ہے کہ صوبائی حکومت عوام کو بنیادی سہولیات کی فراہمی کیلئے تمام وسائل بروئے کار لا رہی ہے، انہوں نے متعلقہ حکام کو ہدایت کی کہ ترقیاتی منصوبوں کو مقررہ مدت میں مکمل کیا جائے اور معیار پر کوئی سمجھوتہ نہ کیا جائے۔ xyxy=(591,1694,731,1775)
ad-text-paragraph: نوشہرہ (اکثریت نیوز) تعلیمی اداروں میں طلبہ کی حاضری بہتر بنانے کیلئے محکمہ تعلیم نے نئی پالیسی جاری کر دی ہے، اساتذہ کی غیر حاضری پر سخت کارروائی ہوگی۔ xyxy=(737,1247,878,1299)
classified-ad-header xyxy=(5,241,144,255)
ad-text-paragraph: پشاور (اکثریت نیوز) وزیر اعلیٰ خیبر پختونخوا نے کہا ہے کہ صوبائی حکومت عوام کو بنیادی سہولیات کی فراہمی کیلئے تمام وسائل بروئے کار لا رہی ہے، انہوں نے متعلقہ حکام کو ہدایت کی کہ ترقیاتی منصوبوں کو مقررہ مدت میں مکمل کیا جائے اور معیار پر کوئی سمجھوتہ نہ کیا جائے۔ xyxy=(591,1289,731,1371)
classified-ad-header xyxy=(5,18,144,32)
ad-tag: بجھیہ xyxy=(117,241,144,255)
ad-text-paragraph: نوشہرہ (اکثریت نیوز) تعلیمی اداروں میں طلبہ کی حاضری بہتر بنانے کیلئے محکمہ تعلیم نے نئی پالیسی جاری کر دی ہے، اساتذہ کی غیر حاضری پر سخت کارروائی ہوگی۔ xyxy=(1031,1290,1170,1341)
ad-number: 54 xyxy=(242,18,263,32)
ad-paper-name: روزنامہ اکثریت xyxy=(884,1597,975,1611)
ad-text-paragraph: سوات (اکثریت نیوز) سیاحتی مقامات پر سہولیات کی فراہمی کیلئے صوبائی حکومت نے منصوبے کی منظوری دے دی، سڑکوں کی تعمیر اور مرمت کا کام جلد شروع کیا جائے گا۔ xyxy=(444,671,584,722)
classified-ad-text xyxy=(884,1125,1023,1371)
ad-text-paragraph: کوئٹہ (اکثریت نیوز) بلوچستان میں امن و امان کی صورتحال کا جائزہ لینے کیلئے اعلیٰ سطح اجلاس منعقد ہوا جس میں سیکیورٹی اداروں کی کارکردگی کو سراہا گیا۔ xyxy=(884,1125,1024,1175)
ad-paper-name: روزنامہ اکثریت xyxy=(298,797,389,811)
classified-ad-header xyxy=(1031,424,1170,438)
ad-text-paragraph: کراچی (اکثریت نیوز) شہر میں بارش کے بعد مختلف علاقوں میں پانی جمع ہو گیا جس سے شہریوں کو شدید مشکلات کا سامنا کرنا پڑا، انتظامیہ نے نکاسی آب کیلئے فوری اقدامات کی ہدایت کر دی۔ xyxy=(444,1289,584,1340)
ad-paper-name: روزنامہ اکثریت xyxy=(737,818,828,832)
brand-name: AKSRIYAT xyxy=(42,0,103,13)
ad-number: 3 xyxy=(1122,921,1143,935)
ad-text-paragraph: نوشہرہ (اکثریت نیوز) تعلیمی اداروں میں طلبہ کی حاضری بہتر بنانے کیلئے محکمہ تعلیم نے نئی پالیسی جاری کر دی ہے، اساتذہ کی غیر حاضری پر سخت کارروائی ہوگی۔ xyxy=(151,74,291,125)
ad-text-paragraph: سوات (اکثریت نیوز) سیاحتی مقامات پر سہولیات کی فراہمی کیلئے صوبائی حکومت نے منصوبے کی منظوری دے دی، سڑکوں کی تعمیر اور مرمت کا کام جلد شروع کیا جائے گا۔ xyxy=(297,266,438,317)
ad-text-paragraph: مردان (اکثریت نیوز) ضلعی انتظامیہ نے گرانفروشی کے خلاف کارروائی کرتے ہوئے متعدد دکانداروں کو جرمانے کئے اور سرکاری نرخ نامے آویزاں کرنے کی ہدایت کی۔ xyxy=(297,1763,438,1804)
classified-ad xyxy=(884,625,1023,835)
ad-text-paragraph: اسلام آباد (اکثریت نیوز) وفاقی وزیر نے کہا ہے کہ حکومت ملک کو معاشی بحران سے نکالنے کیلئے اقدامات کر رہی ہے اور جلد عوام کو ریلیف ملے گا، انہوں نے کہا کہ اپوزیشن کا احتجاج عوام کے مفاد میں نہیں ہے۔ xyxy=(1031,723,1170,785)
ad-number: 41 xyxy=(536,938,557,952)
ad-paper-name: روزنامہ اکثریت xyxy=(592,625,682,639)
ad-number: 66 xyxy=(96,849,117,862)
classified-ad-header xyxy=(298,938,438,952)
ad-text-paragraph: سوات (اکثریت نیوز) سیاحتی مقامات پر سہولیات کی فراہمی کیلئے صوبائی حکومت نے منصوبے کی منظوری دے دی، سڑکوں کی تعمیر اور مرمت کا کام جلد شروع کیا جائے گا۔ xyxy=(737,1289,878,1340)
ad-tag: بجھیہ xyxy=(263,564,291,578)
ad-text-paragraph: لاہور (اکثریت نیوز) پنجاب حکومت نے صحت کے شعبے میں اصلاحات کا اعلان کر دیا، ہسپتالوں میں ادویات کی فراہمی یقینی بنانے کیلئے خصوصی فنڈز جاری کر دئیے گئے ہیں۔ xyxy=(737,832,878,884)
ad-number: 38 xyxy=(536,392,557,406)
classified-ad-header xyxy=(298,1597,438,1611)
classified-ad-text xyxy=(445,143,584,390)
ad-number: 29 xyxy=(682,1110,703,1123)
ad-tag: بجھیہ xyxy=(263,1333,291,1346)
ad-text-paragraph: نوشہرہ (اکثریت نیوز) تعلیمی اداروں میں طلبہ کی حاضری بہتر بنانے کیلئے محکمہ تعلیم نے نئی پالیسی جاری کر دی ہے، اساتذہ کی غیر حاضری پر سخت کارروائی ہوگی۔ xyxy=(884,33,1024,83)
ad-text-paragraph: نوشہرہ (اکثریت نیوز) تعلیمی اداروں میں طلبہ کی حاضری بہتر بنانے کیلئے محکمہ تعلیم نے نئی پالیسی جاری کر دی ہے، اساتذہ کی غیر حاضری پر سخت کارروائی ہوگی۔ xyxy=(591,1611,731,1662)
ad-paper-name: روزنامہ اکثریت xyxy=(1031,1192,1122,1206)
ad-number: 34 xyxy=(682,2204,703,2218)
classified-ad xyxy=(5,1061,144,1220)
ad-number: 69 xyxy=(96,1333,117,1346)
ad-text-paragraph: سوات (اکثریت نیوز) سیاحتی مقامات پر سہولیات کی فراہمی کیلئے صوبائی حکومت نے منصوبے کی منظوری دے دی، سڑکوں کی تعمیر اور مرمت کا کام جلد شروع کیا جائے گا۔ xyxy=(884,215,1024,266)
masthead-brand xyxy=(5,0,174,13)
ad-text-paragraph: پشاور (اکثریت نیوز) وزیر اعلیٰ خیبر پختونخوا نے کہا ہے کہ صوبائی حکومت عوام کو بنیادی سہولیات کی فراہمی کیلئے تمام وسائل بروئے کار لا رہی ہے، انہوں نے متعلقہ حکام کو ہدایت کی کہ ترقیاتی منصوبوں کو مقررہ مدت میں مکمل کیا جائے اور معیار پر کوئی سمجھوتہ نہ کیا جائے۔ xyxy=(151,338,291,419)
classified-ad xyxy=(152,18,291,238)
ad-number: 21 xyxy=(828,928,849,942)
ad-text-paragraph: لاہور (اکثریت نیوز) پنجاب حکومت نے صحت کے شعبے میں اصلاحات کا اعلان کر دیا، ہسپتالوں میں ادویات کی فراہمی یقینی بنانے کیلئے خصوصی فنڈز جاری کر دئیے گئے ہیں۔ xyxy=(884,530,1024,581)
ad-text-paragraph: کراچی (اکثریت نیوز) شہر میں بارش کے بعد مختلف علاقوں میں پانی جمع ہو گیا جس سے شہریوں کو شدید مشکلات کا سامنا کرنا پڑا، انتظامیہ نے نکاسی آب کیلئے فوری اقدامات کی ہدایت کر دی۔ xyxy=(737,671,878,722)
ad-text-paragraph: کراچی (اکثریت نیوز) شہر میں بارش کے بعد مختلف علاقوں میں پانی جمع ہو گیا جس سے شہریوں کو شدید مشکلات کا سامنا کرنا پڑا، انتظامیہ نے نکاسی آب کیلئے فوری اقدامات کی ہدایت کر دی۔ xyxy=(591,479,731,529)
classified-ad-text xyxy=(298,33,438,126)
